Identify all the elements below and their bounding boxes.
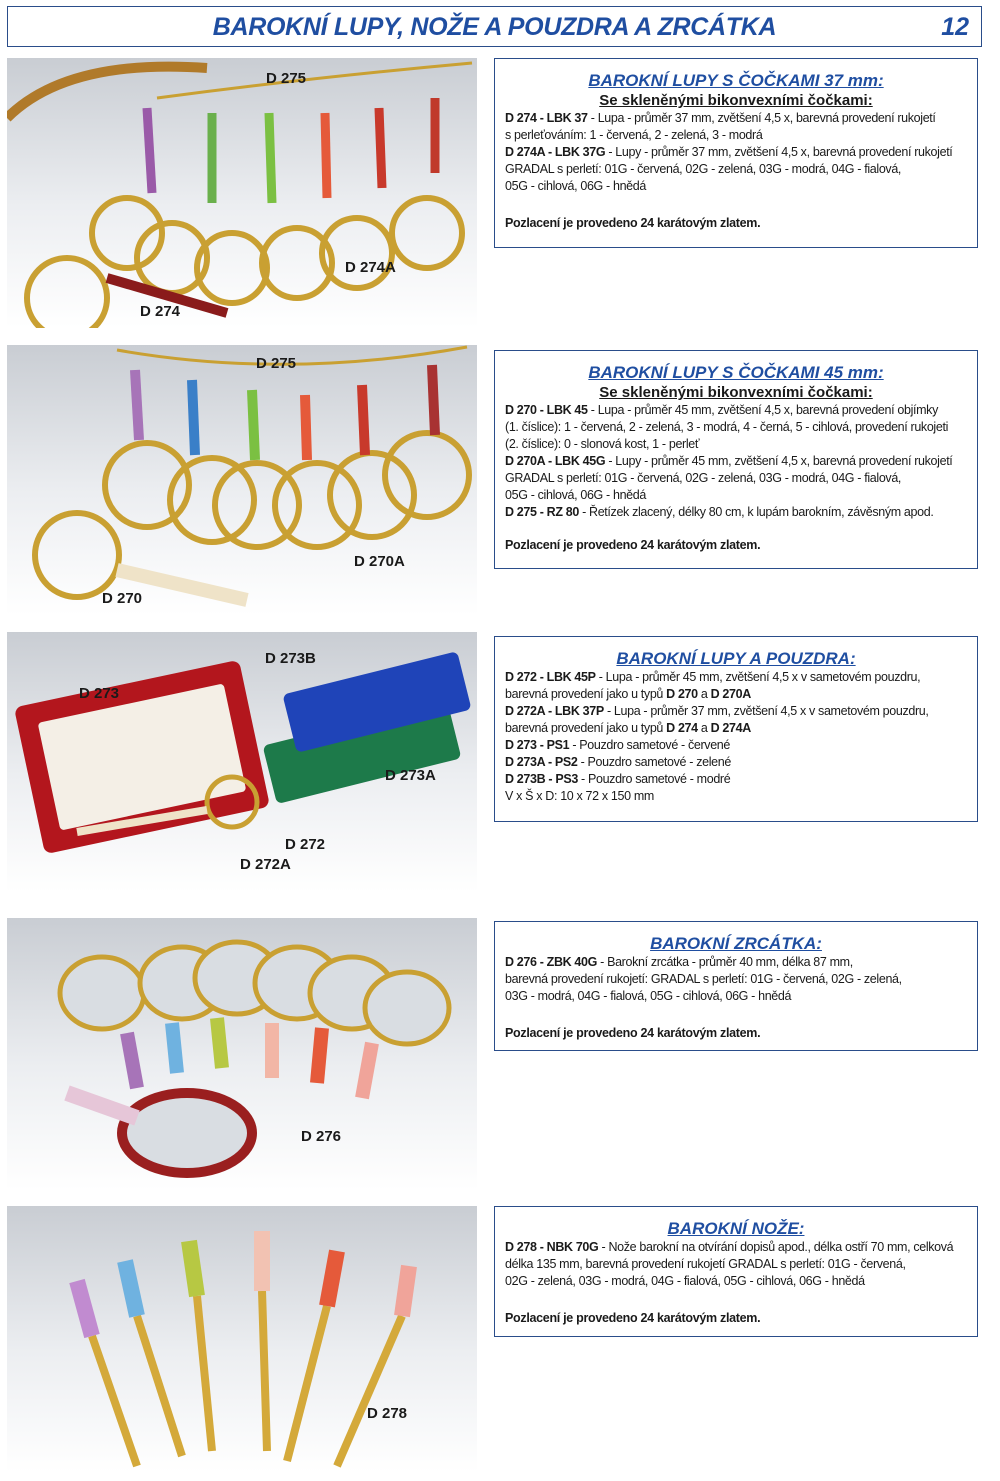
section-lupy-pouzdra	[494, 636, 978, 822]
photo-zrcatka	[7, 918, 477, 1190]
product-code: D 272A - LBK 37P	[505, 704, 604, 718]
entry-line: s perleťováním: 1 - červená, 2 - zelená, 3 - modrá	[505, 128, 763, 142]
product-code: D 273A - PS2	[505, 755, 578, 769]
photo-lupy-45mm	[7, 345, 477, 615]
photo-noze	[7, 1206, 477, 1472]
product-code: D 270 - LBK 45	[505, 403, 588, 417]
label-d273b: D 273B	[265, 650, 316, 667]
label-d272: D 272	[285, 836, 326, 853]
section-lupy-37mm	[494, 58, 978, 248]
section-heading: BAROKNÍ LUPY S ČOČKAMI 37 mm:	[588, 71, 884, 90]
page-title: BAROKNÍ LUPY, NOŽE A POUZDRA A ZRCÁTKA	[212, 13, 777, 41]
entry-line: 05G - cihlová, 06G - hnědá	[505, 488, 646, 502]
entry-line: D 274A - LBK 37G - Lupy - průměr 37 mm, zvětšení 4,5 x, barevná provedení rukojetí	[505, 145, 953, 159]
product-code: D 276 - ZBK 40G	[505, 955, 598, 969]
section-zrcatka	[494, 921, 978, 1051]
entry-line: délka 135 mm, barevná provedení rukojetí GRADAL s perletí: 01G - červená,	[505, 1257, 906, 1271]
entry-line: D 270 - LBK 45 - Lupa - průměr 45 mm, zvětšení 4,5 x, barevná provedení objímky	[505, 403, 938, 417]
label-d270: D 270	[102, 590, 143, 607]
product-code: D 273B - PS3	[505, 772, 578, 786]
entry-line: D 272A - LBK 37P - Lupa - průměr 37 mm, zvětšení 4,5 x v sametovém pouzdru,	[505, 704, 929, 718]
product-code: D 275 - RZ 80	[505, 505, 579, 519]
section-heading: BAROKNÍ NOŽE:	[667, 1219, 805, 1238]
knives-illustration	[7, 1206, 477, 1472]
entry-line: (1. číslice): 1 - červená, 2 - zelená, 3 - modrá, 4 - černá, 5 - cihlová, provedení rukojeti	[505, 420, 949, 434]
photo-lupy-pouzdra	[7, 632, 477, 892]
product-code: D 274 - LBK 37	[505, 111, 588, 125]
entry-line: D 276 - ZBK 40G - Barokní zrcátka - průměr 40 mm, délka 87 mm,	[505, 955, 853, 969]
label-d274: D 274	[140, 303, 181, 320]
entry-line: 02G - zelená, 03G - modrá, 04G - fialová, 05G - cihlová, 06G - hnědá	[505, 1274, 865, 1288]
entry-line: barevná provedení rukojetí: GRADAL s perletí: 01G - červená, 02G - zelená,	[505, 972, 902, 986]
entry-line: D 274 - LBK 37 - Lupa - průměr 37 mm, zvětšení 4,5 x, barevná provedení rukojetí	[505, 111, 936, 125]
magnifiers-37-illustration	[7, 58, 477, 328]
page-header	[7, 6, 982, 47]
mirrors-illustration	[7, 918, 477, 1190]
product-code: D 270A - LBK 45G	[505, 454, 606, 468]
entry-line: barevná provedení jako u typů D 270 a D 270A	[505, 687, 751, 701]
entry-line: GRADAL s perletí: 01G - červená, 02G - zelená, 03G - modrá, 04G - fialová,	[505, 471, 902, 485]
section-heading: BAROKNÍ LUPY S ČOČKAMI 45 mm:	[588, 363, 884, 382]
section-noze	[494, 1206, 978, 1337]
label-d270a: D 270A	[354, 553, 405, 570]
photo-lupy-37mm	[7, 58, 477, 328]
label-d276: D 276	[301, 1128, 342, 1145]
entry-line: 03G - modrá, 04G - fialová, 05G - cihlová, 06G - hnědá	[505, 989, 792, 1003]
product-code: D 278 - NBK 70G	[505, 1240, 599, 1254]
label-d274a: D 274A	[345, 259, 396, 276]
cases-illustration	[7, 632, 477, 892]
gold-note: Pozlacení je provedeno 24 karátovým zlatem.	[505, 1311, 761, 1325]
gold-note: Pozlacení je provedeno 24 karátovým zlatem.	[505, 216, 761, 230]
entry-line: D 273 - PS1 - Pouzdro sametové - červené	[505, 738, 731, 752]
label-d278: D 278	[367, 1405, 408, 1422]
label-d273a: D 273A	[385, 767, 436, 784]
page-number: 12	[941, 13, 969, 41]
product-code: D 272 - LBK 45P	[505, 670, 596, 684]
entry-line: 05G - cihlová, 06G - hnědá	[505, 179, 646, 193]
entry-line: V x Š x D: 10 x 72 x 150 mm	[505, 789, 654, 803]
label-d272a: D 272A	[240, 856, 291, 873]
label-d275: D 275	[266, 70, 307, 87]
entry-line: D 270A - LBK 45G - Lupy - průměr 45 mm, zvětšení 4,5 x, barevná provedení rukojetí	[505, 454, 953, 468]
entry-line: D 273A - PS2 - Pouzdro sametové - zelené	[505, 755, 731, 769]
section-heading: BAROKNÍ LUPY A POUZDRA:	[616, 649, 856, 668]
magnifiers-45-illustration	[7, 345, 477, 615]
gold-note: Pozlacení je provedeno 24 karátovým zlatem.	[505, 538, 761, 552]
entry-line: D 273B - PS3 - Pouzdro sametové - modré	[505, 772, 731, 786]
entry-line: D 278 - NBK 70G - Nože barokní na otvírání dopisů apod., délka ostří 70 mm, celková	[505, 1240, 954, 1254]
section-subheading: Se skleněnými bikonvexními čočkami:	[599, 92, 873, 109]
entry-line: D 272 - LBK 45P - Lupa - průměr 45 mm, zvětšení 4,5 x v sametovém pouzdru,	[505, 670, 921, 684]
entry-line: barevná provedení jako u typů D 274 a D 274A	[505, 721, 751, 735]
entry-line: D 275 - RZ 80 - Řetízek zlacený, délky 80 cm, k lupám barokním, závěsným apod.	[505, 505, 934, 519]
entry-line: GRADAL s perletí: 01G - červená, 02G - zelená, 03G - modrá, 04G - fialová,	[505, 162, 902, 176]
section-heading: BAROKNÍ ZRCÁTKA:	[650, 934, 822, 953]
gold-note: Pozlacení je provedeno 24 karátovým zlatem.	[505, 1026, 761, 1040]
section-lupy-45mm	[494, 350, 978, 569]
label-d275: D 275	[256, 355, 297, 372]
product-code: D 273 - PS1	[505, 738, 570, 752]
section-subheading: Se skleněnými bikonvexními čočkami:	[599, 384, 873, 401]
product-code: D 274A - LBK 37G	[505, 145, 606, 159]
label-d273: D 273	[79, 685, 120, 702]
entry-line: (2. číslice): 0 - slonová kost, 1 - perleť	[505, 437, 700, 451]
